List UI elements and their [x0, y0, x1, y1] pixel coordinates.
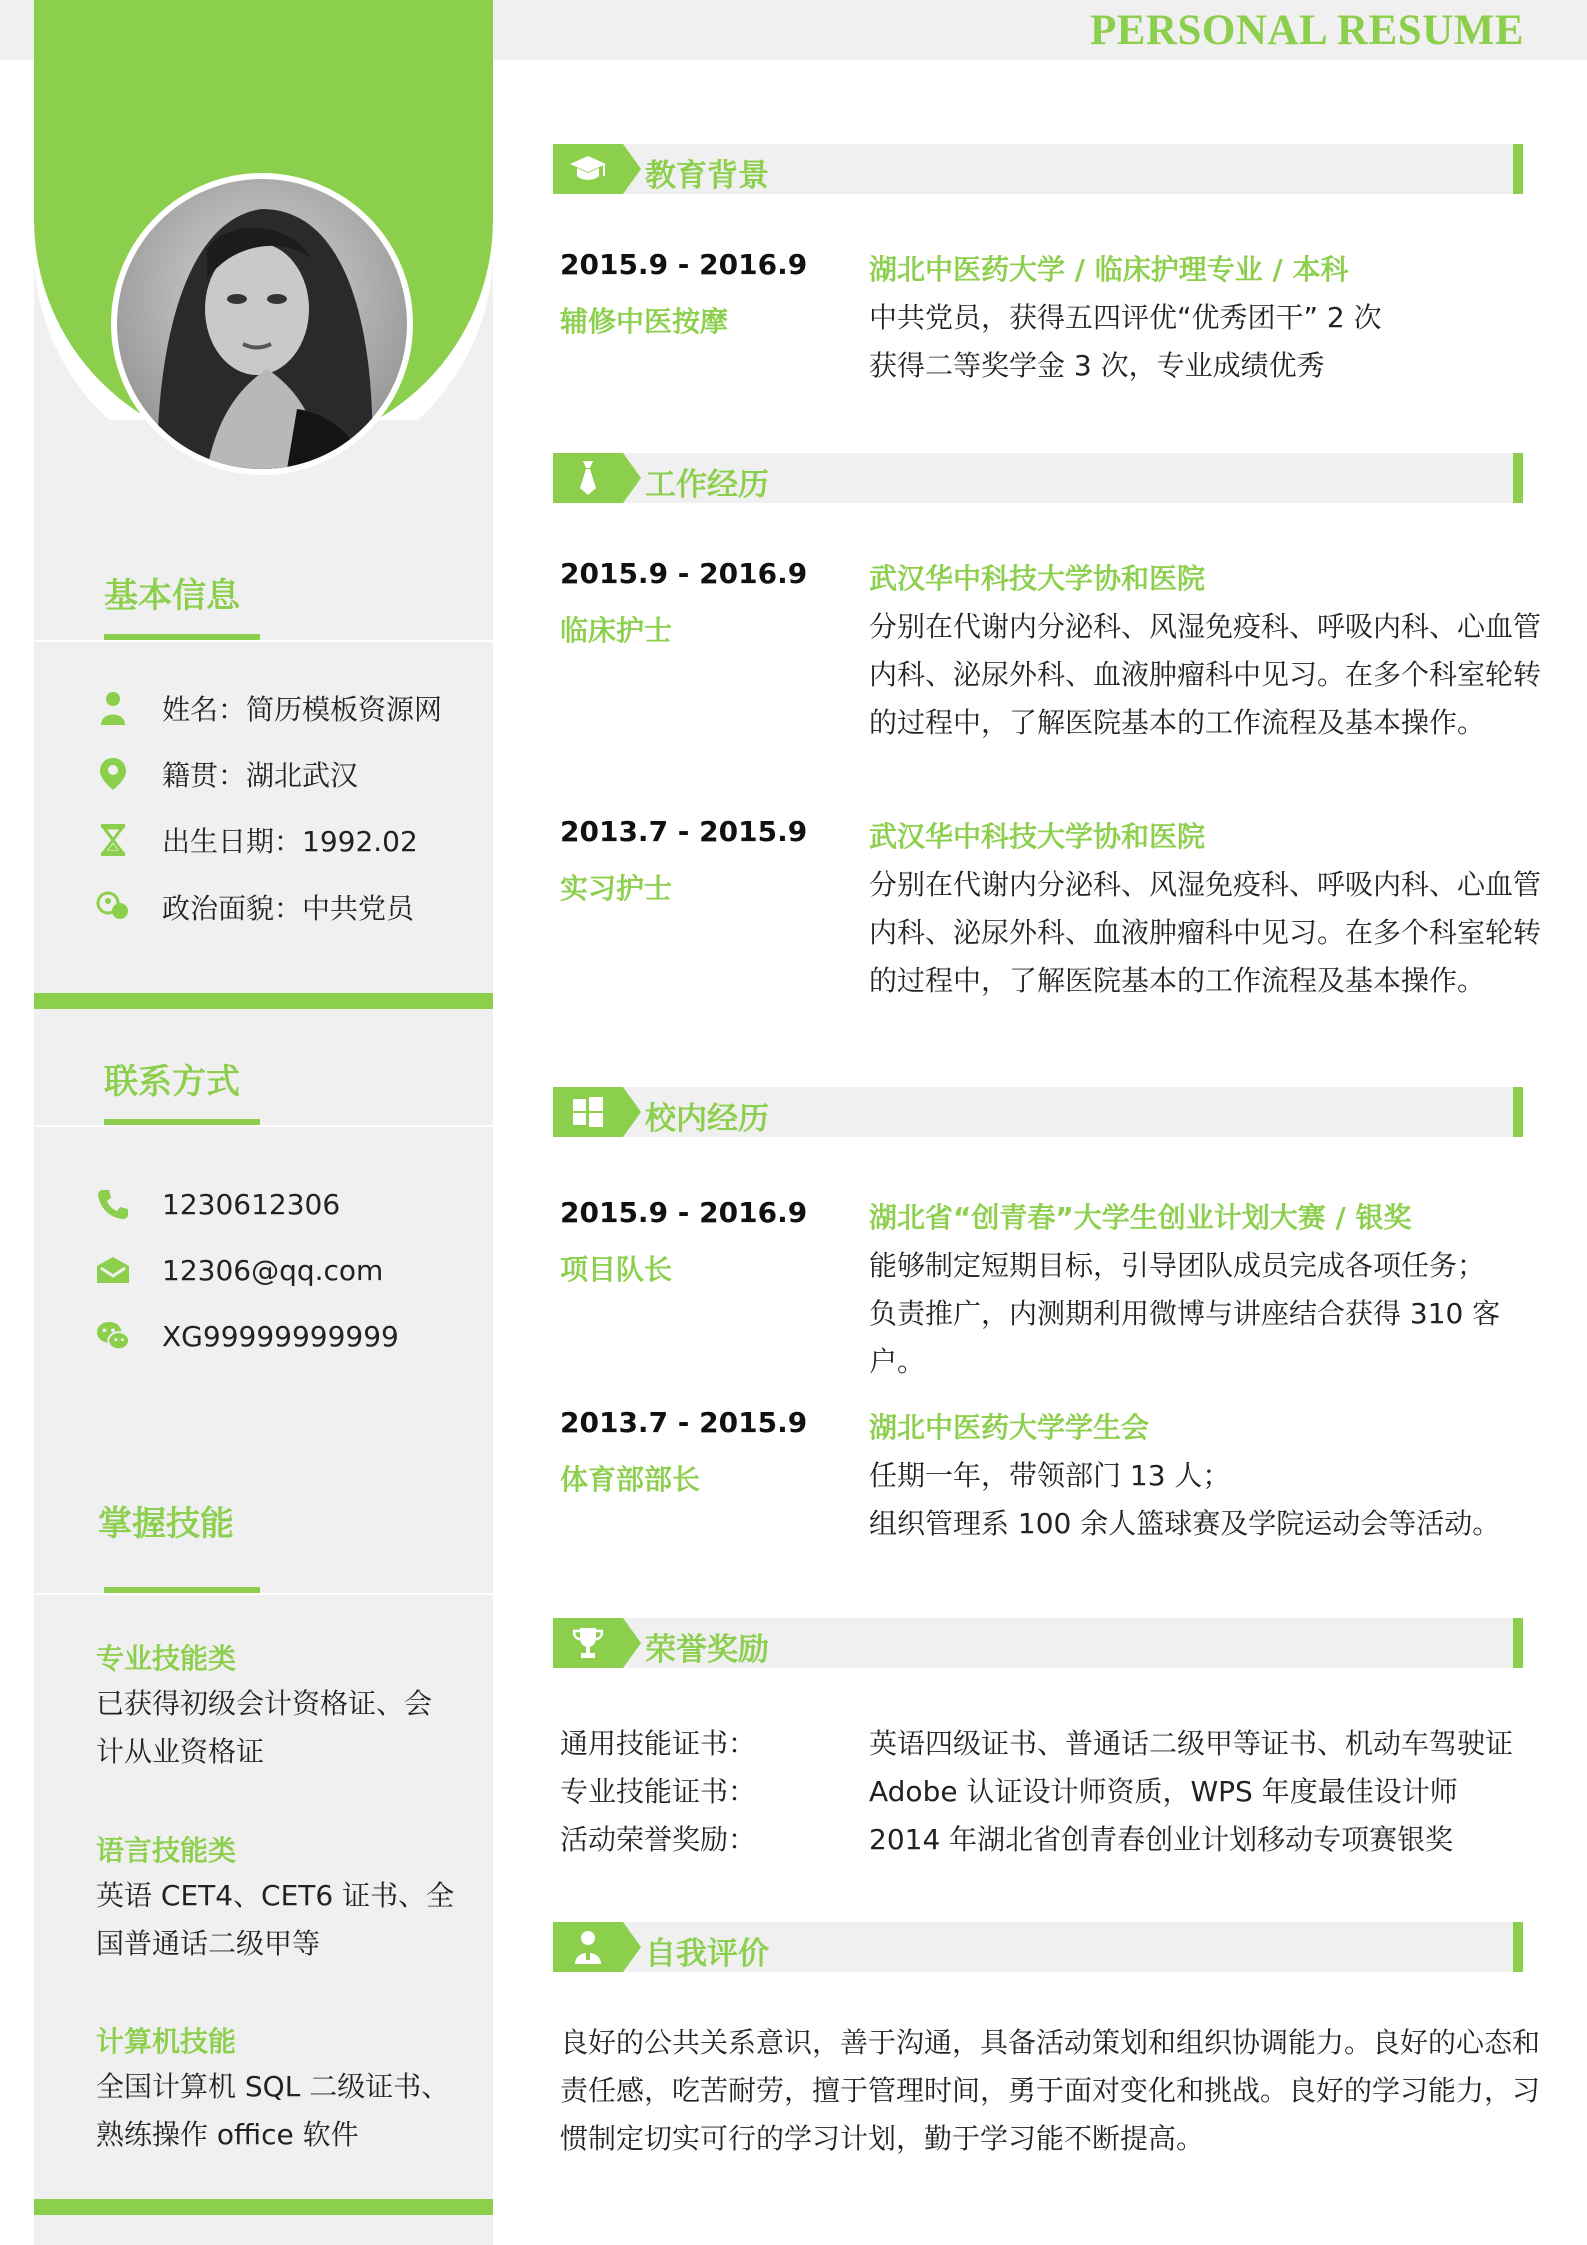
people-icon [96, 890, 130, 924]
section-title: 工作经历 [645, 467, 769, 503]
award-value: Adobe 认证设计师资质，WPS 年度最佳设计师 [869, 1775, 1458, 1808]
campus-role: 体育部部长 [560, 1463, 701, 1496]
work-org: 武汉华中科技大学协和医院 [869, 562, 1206, 595]
basic-info-title: 基本信息 [104, 576, 240, 616]
work-date: 2013.7 - 2015.9 [560, 815, 808, 848]
contact-email: 12306@qq.com [96, 1250, 383, 1290]
section-campus [553, 1087, 1523, 1137]
skill-heading: 计算机技能 [96, 2025, 237, 2058]
tie-icon [553, 453, 623, 503]
edu-desc: 中共党员，获得五四评优“优秀团干” 2 次 获得二等奖学金 3 次，专业成绩优秀 [869, 301, 1382, 382]
skill-text: 全国计算机 SQL 二级证书、熟练操作 office 软件 [96, 2070, 450, 2151]
edu-date: 2015.9 - 2016.9 [560, 248, 808, 281]
award-value: 英语四级证书、普通话二级甲等证书、机动车驾驶证 [869, 1727, 1514, 1760]
campus-role: 项目队长 [560, 1253, 673, 1286]
campus-date: 2013.7 - 2015.9 [560, 1406, 808, 1439]
campus-org: 湖北中医药大学学生会 [869, 1411, 1150, 1444]
skills-title: 掌握技能 [98, 1504, 234, 1544]
skill-text: 已获得初级会计资格证、会计从业资格证 [96, 1687, 433, 1768]
campus-desc: 能够制定短期目标，引导团队成员完成各项任务； 负责推广，内测期利用微博与讲座结合获得 310 客户。 [869, 1249, 1501, 1378]
section-self-eval [553, 1922, 1523, 1972]
wechat-icon [96, 1319, 130, 1353]
section-awards [553, 1618, 1523, 1668]
edu-org: 湖北中医药大学 / 临床护理专业 / 本科 [869, 253, 1349, 286]
award-label: 通用技能证书： [560, 1727, 757, 1760]
work-role: 临床护士 [560, 614, 673, 647]
award-label: 活动荣誉奖励： [560, 1823, 757, 1856]
windows-icon [553, 1087, 623, 1137]
phone-icon [96, 1187, 130, 1221]
edu-role: 辅修中医按摩 [560, 305, 729, 338]
campus-desc: 任期一年，带领部门 13 人； 组织管理系 100 余人篮球赛及学院运动会等活动。 [869, 1459, 1501, 1540]
award-label: 专业技能证书： [560, 1775, 757, 1808]
location-pin-icon [96, 757, 130, 791]
person-icon [96, 691, 130, 725]
work-org: 武汉华中科技大学协和医院 [869, 820, 1206, 853]
info-origin: 籍贯：湖北武汉 [96, 754, 358, 794]
graduation-cap-icon [553, 144, 623, 194]
portrait-photo [111, 173, 413, 475]
contact-title: 联系方式 [104, 1062, 240, 1102]
info-birth: 出生日期：1992.02 [96, 820, 418, 860]
section-education [553, 144, 1523, 194]
section-title: 校内经历 [645, 1101, 769, 1137]
self-eval-text: 良好的公共关系意识，善于沟通，具备活动策划和组织协调能力。良好的心态和 责任感，吃苦耐劳，擅于管理时间，勇于面对变化和挑战。良好的学习能力，习 惯制定切实可行的学习计划，勤于学习能不断提高。 [560, 2026, 1541, 2155]
divider [34, 640, 493, 642]
skill-heading: 专业技能类 [96, 1642, 237, 1675]
sidebar-band [34, 2199, 493, 2215]
info-political: 政治面貌：中共党员 [96, 887, 414, 927]
divider [34, 1125, 493, 1127]
section-title: 荣誉奖励 [645, 1632, 769, 1668]
award-value: 2014 年湖北省创青春创业计划移动专项赛银奖 [869, 1823, 1454, 1856]
skill-text: 英语 CET4、CET6 证书、全国普通话二级甲等 [96, 1879, 455, 1960]
campus-date: 2015.9 - 2016.9 [560, 1196, 808, 1229]
work-desc: 分别在代谢内分泌科、风湿免疫科、呼吸内科、心血管 内科、泌尿外科、血液肿瘤科中见习。在多个科室轮转 的过程中，了解医院基本的工作流程及基本操作。 [869, 868, 1542, 997]
section-work [553, 453, 1523, 503]
work-desc: 分别在代谢内分泌科、风湿免疫科、呼吸内科、心血管 内科、泌尿外科、血液肿瘤科中见习。在多个科室轮转 的过程中，了解医院基本的工作流程及基本操作。 [869, 610, 1542, 739]
skill-heading: 语言技能类 [96, 1834, 237, 1867]
section-title: 教育背景 [645, 158, 769, 194]
hourglass-icon [96, 823, 130, 857]
trophy-icon [553, 1618, 623, 1668]
sidebar-band [34, 993, 493, 1009]
contact-wechat: XG99999999999 [96, 1316, 399, 1356]
work-date: 2015.9 - 2016.9 [560, 557, 808, 590]
contact-phone: 1230612306 [96, 1184, 340, 1224]
section-title: 自我评价 [645, 1936, 769, 1972]
campus-org: 湖北省“创青春”大学生创业计划大赛 / 银奖 [869, 1201, 1412, 1234]
mail-icon [96, 1253, 130, 1287]
work-role: 实习护士 [560, 872, 673, 905]
page-title: PERSONAL RESUME [1090, 7, 1524, 54]
divider [34, 1593, 493, 1595]
info-name: 姓名：简历模板资源网 [96, 688, 442, 728]
person-badge-icon [553, 1922, 623, 1972]
